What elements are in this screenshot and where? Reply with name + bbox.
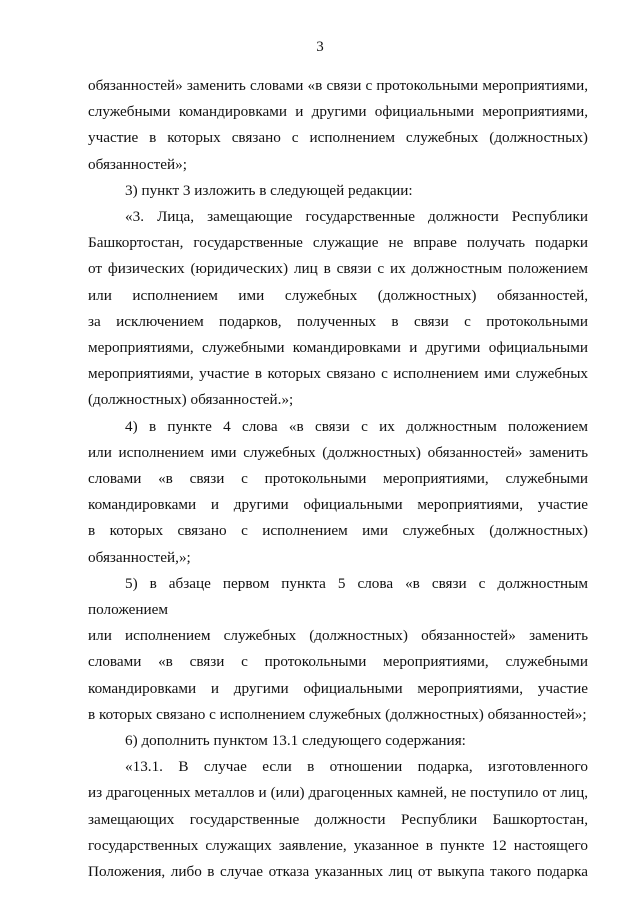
paragraph-3-line-3: командировками и другими официальными мероприятиями, участие [88, 496, 588, 514]
paragraph-3-line-0: 4) в пункте 4 слова «в связи с их должностным положением [125, 417, 588, 435]
paragraph-3-line-5: обязанностей,»; [88, 548, 191, 566]
paragraph-2-line-0: «3. Лица, замещающие государственные должности Республики [125, 208, 588, 226]
paragraph-6-line-2: замещающих государственные должности Республики Башкортостан, [88, 810, 588, 828]
paragraph-3-line-1: или исполнением ими служебных (должностных) обязанностей» заменить [88, 443, 588, 461]
paragraph-5-line-0: 6) дополнить пунктом 13.1 следующего содержания: [125, 732, 466, 750]
paragraph-3-line-2: словами «в связи с протокольными мероприятиями, служебными [88, 470, 588, 488]
page-number: 3 [316, 39, 324, 55]
document-body [88, 73, 588, 885]
paragraph-4-line-1: или исполнением служебных (должностных) обязанностей» заменить [88, 627, 588, 645]
paragraph-2-line-3: или исполнением ими служебных (должностных) обязанностей, [88, 286, 588, 304]
paragraph-0-line-3: обязанностей»; [88, 155, 187, 173]
paragraph-4-line-0: 5) в абзаце первом пункта 5 слова «в связи с должностным положением [88, 574, 588, 619]
paragraph-2-line-7: (должностных) обязанностей.»; [88, 391, 294, 409]
paragraph-1-line-0: 3) пункт 3 изложить в следующей редакции: [125, 181, 413, 199]
paragraph-0-line-2: участие в которых связано с исполнением служебных (должностных) [88, 129, 588, 147]
paragraph-3-line-4: в которых связано с исполнением ими служебных (должностных) [88, 522, 588, 540]
paragraph-2-line-6: мероприятиями, участие в которых связано с исполнением ими служебных [88, 365, 588, 383]
paragraph-6-line-4: Положения, либо в случае отказа указанных лиц от выкупа такого подарка [88, 863, 588, 881]
paragraph-2-line-2: от физических (юридических) лиц в связи с их должностным положением [88, 260, 588, 278]
paragraph-2-line-4: за исключением подарков, полученных в связи с протокольными [88, 312, 588, 330]
paragraph-0-line-1: служебными командировками и другими официальными мероприятиями, [88, 103, 588, 121]
paragraph-4-line-3: командировками и другими официальными мероприятиями, участие [88, 679, 588, 697]
paragraph-6-line-1: из драгоценных металлов и (или) драгоценных камней, не поступило от лиц, [88, 784, 588, 802]
paragraph-0-line-0: обязанностей» заменить словами «в связи с протокольными мероприятиями, [88, 77, 588, 94]
paragraph-4-line-4: в которых связано с исполнением служебных (должностных) обязанностей»; [88, 705, 587, 723]
paragraph-6-line-3: государственных служащих заявление, указанное в пункте 12 настоящего [88, 836, 588, 854]
paragraph-2-line-1: Башкортостан, государственные служащие не вправе получать подарки [88, 234, 588, 252]
paragraph-4-line-2: словами «в связи с протокольными мероприятиями, служебными [88, 653, 588, 671]
paragraph-2-line-5: мероприятиями, служебными командировками и другими официальными [88, 339, 588, 357]
paragraph-6-line-0: «13.1. В случае если в отношении подарка, изготовленного [125, 758, 588, 776]
